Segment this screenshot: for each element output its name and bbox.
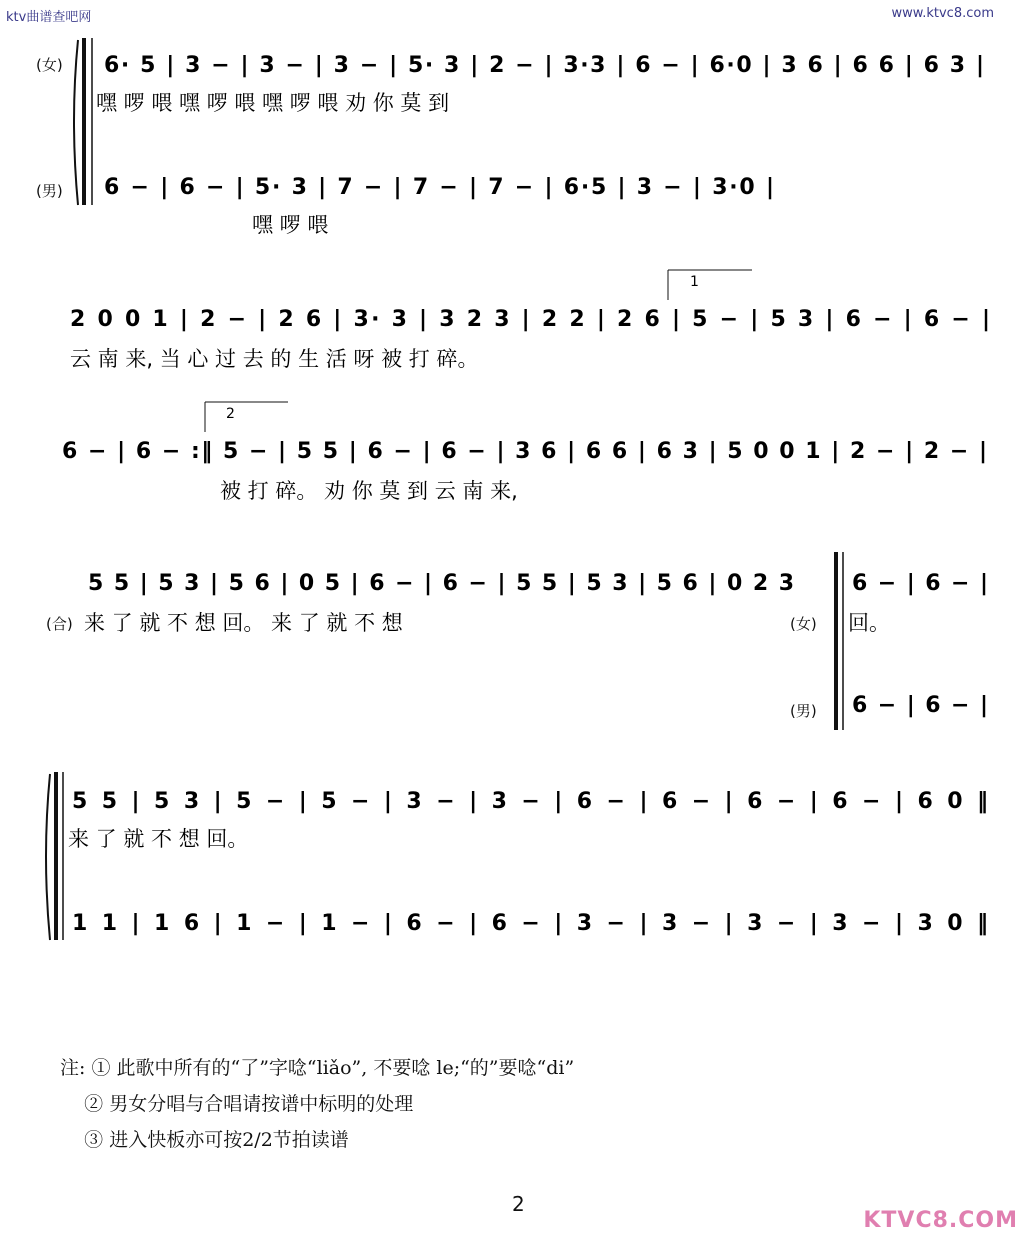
- s2-notes: 2 0 0 1 | 2 − | 2 6 | 3· 3 | 3 2 3 | 2 2 | 2 6 | 5 − | 5 3 | 6 − | 6 − |: [70, 307, 991, 332]
- page-number: 2: [512, 1192, 525, 1216]
- s3-lyrics: 被 打 碎。 劝 你 莫 到 云 南 来,: [220, 479, 518, 503]
- s1-female-lyrics: 嘿 啰 喂 嘿 啰 喂 嘿 啰 喂 劝 你 莫 到: [96, 91, 450, 115]
- label-chorus: (合): [46, 615, 73, 633]
- s1-male-notes: 6 − | 6 − | 5· 3 | 7 − | 7 − | 7 − | 6·5 | 3 − | 3·0 |: [104, 175, 774, 200]
- label-male-1: (男): [36, 182, 63, 200]
- system-2: [70, 270, 990, 371]
- label-female-2: (女): [790, 615, 817, 633]
- s4-lyrics: 来 了 就 不 想 回。 来 了 就 不 想: [84, 611, 403, 635]
- footnote-1: 注: ① 此歌中所有的“了”字唸“liǎo”, 不要唸 le;“的”要唸“di”: [60, 1057, 575, 1079]
- watermark-top-left: ktv曲谱查吧网: [6, 10, 92, 25]
- s5-upper-notes: 5 5 | 5 3 | 5 − | 5 − | 3 − | 3 − | 6 − | 6 − | 6 − | 6 − | 6 0 ‖: [72, 789, 988, 814]
- s1-male-lyrics: 嘿 啰 喂: [252, 213, 329, 237]
- s2-volta: 1: [690, 274, 699, 290]
- s3-notes: 6 − | 6 − :‖ 5 − | 5 5 | 6 − | 6 − | 3 6 | 6 6 | 6 3 | 5 0 0 1 | 2 − | 2 − |: [62, 439, 987, 464]
- s5-upper-lyrics: 来 了 就 不 想 回。: [68, 827, 249, 851]
- label-female-1: (女): [36, 56, 63, 74]
- watermark-bottom-right: KTVC8.COM: [863, 1208, 1018, 1233]
- s4-female-end-lyrics: 回。: [848, 611, 890, 635]
- system-5: [46, 772, 988, 940]
- s4-male-end-notes: 6 − | 6 − |: [852, 693, 988, 718]
- system-3: [62, 402, 987, 503]
- s4-female-end-notes: 6 − | 6 − |: [852, 571, 988, 596]
- system-4: [84, 552, 988, 730]
- system-1: [74, 38, 984, 237]
- footnote-2: ② 男女分唱与合唱请按谱中标明的处理: [60, 1093, 414, 1115]
- footnotes: [60, 1050, 574, 1158]
- s1-female-notes: 6· 5 | 3 − | 3 − | 3 − | 5· 3 | 2 − | 3·3 | 6 − | 6·0 | 3 6 | 6 6 | 6 3 |: [104, 53, 984, 78]
- s4-notes: 5 5 | 5 3 | 5 6 | 0 5 | 6 − | 6 − | 5 5 | 5 3 | 5 6 | 0 2 3: [88, 571, 794, 596]
- watermark-top-right: www.ktvc8.com: [891, 6, 994, 21]
- s2-lyrics: 云 南 来, 当 心 过 去 的 生 活 呀 被 打 碎。: [70, 347, 479, 371]
- footnote-3: ③ 进入快板亦可按2/2节拍读谱: [60, 1129, 349, 1151]
- s3-volta: 2: [226, 406, 235, 422]
- s5-lower-notes: 1 1 | 1 6 | 1 − | 1 − | 6 − | 6 − | 3 − | 3 − | 3 − | 3 − | 3 0 ‖: [72, 911, 988, 936]
- label-male-2: (男): [790, 702, 817, 720]
